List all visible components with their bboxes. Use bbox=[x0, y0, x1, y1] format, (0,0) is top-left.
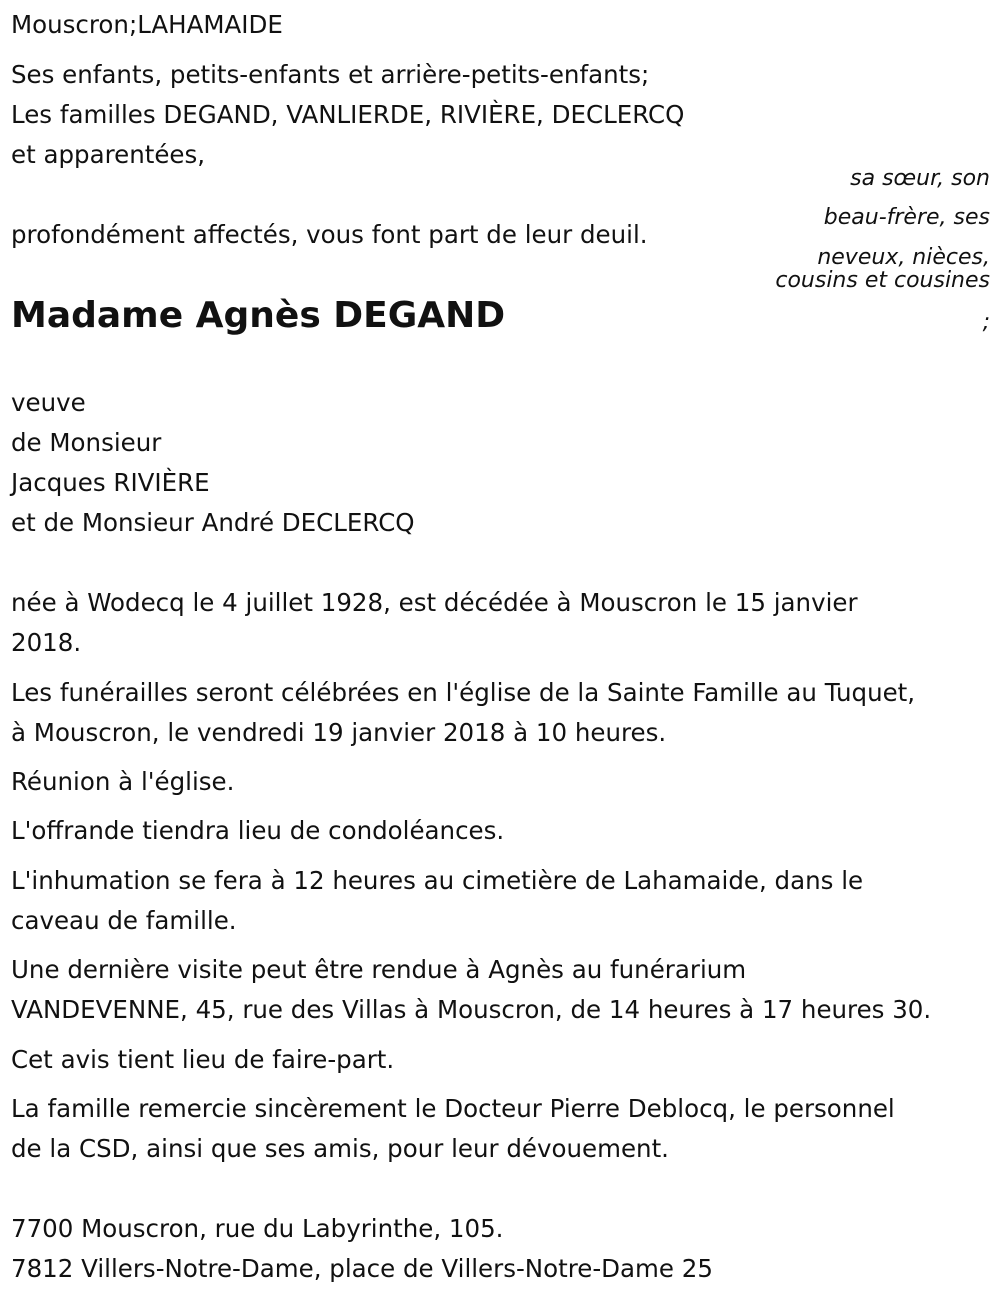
family-line-4: profondément affectés, vous font part de leur deuil. bbox=[11, 220, 648, 249]
deceased-line-1: veuve bbox=[11, 388, 86, 417]
funeral-line-2: à Mouscron, le vendredi 19 janvier 2018 à 10 heures. bbox=[11, 718, 667, 747]
family-line-3: et apparentées, bbox=[11, 140, 206, 169]
burial-line-1: L'inhumation se fera à 12 heures au cimetière de Lahamaide, dans le bbox=[11, 866, 864, 895]
thanks-line-2: de la CSD, ainsi que ses amis, pour leur dévouement. bbox=[11, 1134, 669, 1163]
meeting-line: Réunion à l'église. bbox=[11, 767, 235, 796]
deceased-name: Madame Agnès DEGAND bbox=[11, 295, 506, 336]
thanks-line-1: La famille remercie sincèrement le Docteur Pierre Deblocq, le personnel bbox=[11, 1094, 895, 1123]
deceased-line-4: et de Monsieur André DECLERCQ bbox=[11, 508, 415, 537]
address-line-1: 7700 Mouscron, rue du Labyrinthe, 105. bbox=[11, 1214, 504, 1243]
visit-line-2: VANDEVENNE, 45, rue des Villas à Mouscron, de 14 heures à 17 heures 30. bbox=[11, 995, 932, 1024]
family-line-2: Les familles DEGAND, VANLIERDE, RIVIÈRE, DECLERCQ bbox=[11, 100, 685, 129]
side-note-line-4: cousins et cousines bbox=[775, 268, 990, 293]
offering-line: L'offrande tiendra lieu de condoléances. bbox=[11, 816, 505, 845]
side-note-line-5: ; bbox=[982, 310, 990, 335]
family-line-1: Ses enfants, petits-enfants et arrière-petits-enfants; bbox=[11, 60, 650, 89]
notice-line: Cet avis tient lieu de faire-part. bbox=[11, 1045, 395, 1074]
address-line-2: 7812 Villers-Notre-Dame, place de Villers-Notre-Dame 25 bbox=[11, 1254, 713, 1283]
visit-line-1: Une dernière visite peut être rendue à Agnès au funérarium bbox=[11, 955, 747, 984]
side-note-line-3: neveux, nièces, bbox=[817, 245, 990, 270]
deceased-line-3: Jacques RIVIÈRE bbox=[11, 468, 210, 497]
side-note-line-2: beau-frère, ses bbox=[823, 205, 990, 230]
birth-death-line-2: 2018. bbox=[11, 628, 82, 657]
header-location: Mouscron;LAHAMAIDE bbox=[11, 10, 283, 39]
side-note-line-1: sa sœur, son bbox=[850, 166, 990, 191]
deceased-line-2: de Monsieur bbox=[11, 428, 162, 457]
funeral-line-1: Les funérailles seront célébrées en l'église de la Sainte Famille au Tuquet, bbox=[11, 678, 916, 707]
burial-line-2: caveau de famille. bbox=[11, 906, 237, 935]
birth-death-line-1: née à Wodecq le 4 juillet 1928, est décédée à Mouscron le 15 janvier bbox=[11, 588, 858, 617]
